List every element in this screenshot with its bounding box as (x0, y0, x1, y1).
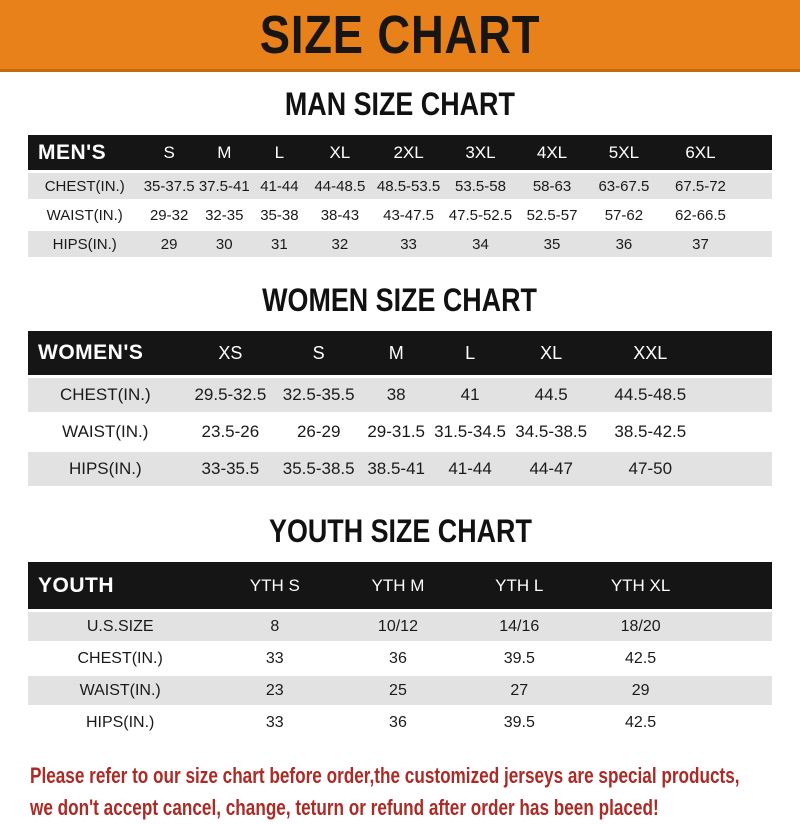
size-value-cell: 25 (337, 675, 458, 707)
size-value-cell: 23.5-26 (183, 414, 279, 451)
banner-title: SIZE CHART (259, 4, 541, 65)
size-value-cell: 35-38 (252, 201, 307, 230)
column-header: XXL (595, 331, 705, 377)
header-row (28, 562, 772, 611)
row-filler (741, 230, 772, 259)
table-row (28, 707, 772, 739)
size-value-cell: 31.5-34.5 (433, 414, 507, 451)
row-filler (701, 675, 772, 707)
size-value-cell: 36 (337, 643, 458, 675)
row-filler (705, 414, 772, 451)
size-value-cell: 41-44 (252, 172, 307, 201)
size-value-cell: 18/20 (580, 611, 701, 643)
size-value-cell: 29-31.5 (359, 414, 433, 451)
size-value-cell: 35 (516, 230, 587, 259)
table-row (28, 377, 772, 414)
size-value-cell: 38-43 (307, 201, 372, 230)
size-value-cell: 33 (212, 643, 337, 675)
size-value-cell: 32-35 (197, 201, 252, 230)
column-header: 2XL (373, 135, 445, 172)
row-label: WAIST(IN.) (28, 414, 183, 451)
row-filler (741, 201, 772, 230)
size-value-cell: 34 (445, 230, 517, 259)
size-value-cell: 26-29 (278, 414, 359, 451)
size-value-cell: 31 (252, 230, 307, 259)
table-row (28, 675, 772, 707)
size-value-cell: 35-37.5 (141, 172, 196, 201)
row-label: CHEST(IN.) (28, 172, 141, 201)
size-value-cell: 44-48.5 (307, 172, 372, 201)
size-value-cell: 23 (212, 675, 337, 707)
footer-notice (30, 760, 800, 824)
size-value-cell: 53.5-58 (445, 172, 517, 201)
size-value-cell: 37.5-41 (197, 172, 252, 201)
column-header: 3XL (445, 135, 517, 172)
column-header: XL (307, 135, 372, 172)
column-header: M (197, 135, 252, 172)
table-corner-label: WOMEN'S (28, 331, 183, 377)
column-header: M (359, 331, 433, 377)
table-row (28, 611, 772, 643)
header-filler (701, 562, 772, 611)
women-section-heading-text: WOMEN SIZE CHART (262, 282, 538, 318)
size-value-cell: 34.5-38.5 (507, 414, 595, 451)
size-value-cell: 44-47 (507, 451, 595, 488)
header-filler (705, 331, 772, 377)
size-value-cell: 38.5-41 (359, 451, 433, 488)
size-value-cell: 39.5 (459, 643, 580, 675)
size-value-cell: 29 (580, 675, 701, 707)
column-header: L (252, 135, 307, 172)
women-table-body (28, 377, 772, 488)
women-section-heading (0, 282, 800, 319)
size-value-cell: 32.5-35.5 (278, 377, 359, 414)
section-women (0, 282, 800, 489)
size-value-cell: 58-63 (516, 172, 587, 201)
size-value-cell: 38 (359, 377, 433, 414)
women-table-header (28, 331, 772, 377)
row-filler (701, 707, 772, 739)
header-filler (741, 135, 772, 172)
column-header: YTH XL (580, 562, 701, 611)
table-row (28, 451, 772, 488)
size-value-cell: 43-47.5 (373, 201, 445, 230)
table-corner-label: YOUTH (28, 562, 212, 611)
row-filler (705, 451, 772, 488)
row-filler (701, 611, 772, 643)
youth-section-heading-text: YOUTH SIZE CHART (268, 513, 532, 549)
size-value-cell: 36 (337, 707, 458, 739)
men-size-table (28, 135, 772, 260)
size-value-cell: 39.5 (459, 707, 580, 739)
row-label: CHEST(IN.) (28, 377, 183, 414)
size-value-cell: 14/16 (459, 611, 580, 643)
size-value-cell: 63-67.5 (588, 172, 661, 201)
size-value-cell: 48.5-53.5 (373, 172, 445, 201)
size-value-cell: 38.5-42.5 (595, 414, 705, 451)
section-youth (0, 513, 800, 740)
youth-table-body (28, 611, 772, 739)
size-value-cell: 52.5-57 (516, 201, 587, 230)
row-label: WAIST(IN.) (28, 675, 212, 707)
size-value-cell: 44.5 (507, 377, 595, 414)
column-header: S (141, 135, 196, 172)
table-row (28, 414, 772, 451)
size-value-cell: 44.5-48.5 (595, 377, 705, 414)
size-value-cell: 41-44 (433, 451, 507, 488)
notice-line-1: Please refer to our size chart before order,the customized jerseys are special products, (30, 763, 740, 788)
row-label: HIPS(IN.) (28, 451, 183, 488)
column-header: YTH M (337, 562, 458, 611)
column-header: YTH L (459, 562, 580, 611)
banner (0, 0, 800, 72)
size-value-cell: 29 (141, 230, 196, 259)
notice-line-2: we don't accept cancel, change, teturn or refund after order has been placed! (30, 795, 659, 820)
size-value-cell: 10/12 (337, 611, 458, 643)
youth-section-heading (0, 513, 800, 550)
column-header: XS (183, 331, 279, 377)
size-value-cell: 47.5-52.5 (445, 201, 517, 230)
women-size-table (28, 331, 772, 489)
section-men (0, 86, 800, 260)
row-filler (705, 377, 772, 414)
table-row (28, 230, 772, 259)
size-value-cell: 8 (212, 611, 337, 643)
size-value-cell: 41 (433, 377, 507, 414)
size-value-cell: 35.5-38.5 (278, 451, 359, 488)
row-filler (701, 643, 772, 675)
size-value-cell: 29-32 (141, 201, 196, 230)
size-value-cell: 33-35.5 (183, 451, 279, 488)
column-header: YTH S (212, 562, 337, 611)
size-value-cell: 29.5-32.5 (183, 377, 279, 414)
size-value-cell: 42.5 (580, 643, 701, 675)
men-section-heading (0, 86, 800, 123)
header-row (28, 135, 772, 172)
row-label: WAIST(IN.) (28, 201, 141, 230)
size-value-cell: 32 (307, 230, 372, 259)
men-table-body (28, 172, 772, 259)
row-label: CHEST(IN.) (28, 643, 212, 675)
row-filler (741, 172, 772, 201)
size-value-cell: 62-66.5 (660, 201, 740, 230)
column-header: S (278, 331, 359, 377)
row-label: U.S.SIZE (28, 611, 212, 643)
youth-size-table (28, 562, 772, 740)
size-value-cell: 33 (373, 230, 445, 259)
column-header: 4XL (516, 135, 587, 172)
table-corner-label: MEN'S (28, 135, 141, 172)
column-header: 6XL (660, 135, 740, 172)
size-value-cell: 33 (212, 707, 337, 739)
header-row (28, 331, 772, 377)
column-header: 5XL (588, 135, 661, 172)
size-value-cell: 27 (459, 675, 580, 707)
men-table-header (28, 135, 772, 172)
row-label: HIPS(IN.) (28, 230, 141, 259)
table-row (28, 643, 772, 675)
column-header: XL (507, 331, 595, 377)
size-value-cell: 47-50 (595, 451, 705, 488)
size-value-cell: 37 (660, 230, 740, 259)
table-row (28, 201, 772, 230)
size-value-cell: 36 (588, 230, 661, 259)
size-value-cell: 42.5 (580, 707, 701, 739)
youth-table-header (28, 562, 772, 611)
size-value-cell: 30 (197, 230, 252, 259)
men-section-heading-text: MAN SIZE CHART (285, 86, 515, 122)
size-value-cell: 67.5-72 (660, 172, 740, 201)
column-header: L (433, 331, 507, 377)
row-label: HIPS(IN.) (28, 707, 212, 739)
size-value-cell: 57-62 (588, 201, 661, 230)
table-row (28, 172, 772, 201)
